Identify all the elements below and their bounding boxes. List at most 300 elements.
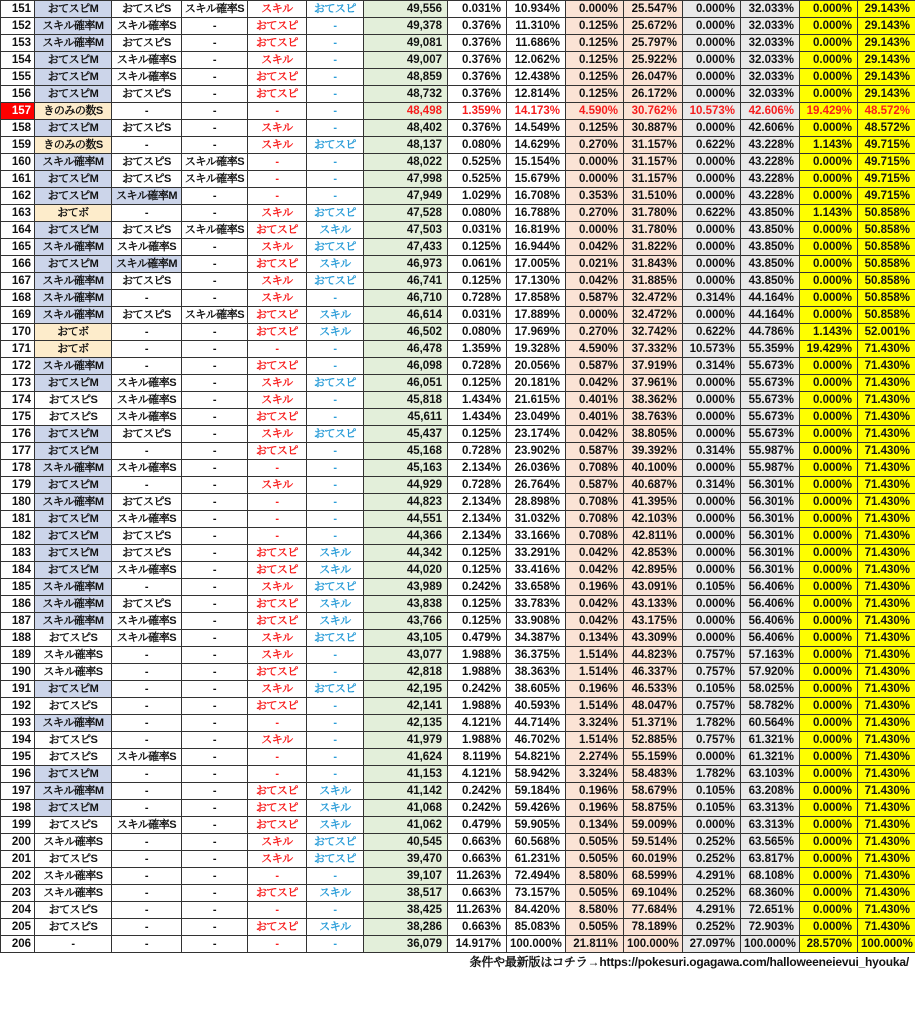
skill-cell: おてスピS: [112, 307, 182, 324]
subskill-red-cell: スキル: [248, 630, 307, 647]
skill-cell: スキル確率S: [35, 885, 112, 902]
skill-cell: -: [182, 868, 248, 885]
table-row: [1, 766, 915, 783]
skill-cell: -: [182, 120, 248, 137]
percent-cell: 0.000%: [566, 222, 624, 239]
percent-cell: 40.687%: [624, 477, 683, 494]
subskill-blue-cell: おてスピ: [307, 579, 364, 596]
skill-cell: おてスピM: [35, 86, 112, 103]
percent-cell: 0.000%: [800, 494, 858, 511]
percent-cell: 31.157%: [624, 137, 683, 154]
skill-cell: スキル確率S: [112, 69, 182, 86]
percent-cell: 0.505%: [566, 851, 624, 868]
skill-cell: スキル確率M: [35, 460, 112, 477]
subskill-red-cell: スキル: [248, 834, 307, 851]
skill-cell: -: [182, 528, 248, 545]
percent-cell: 0.000%: [800, 749, 858, 766]
percent-cell: 0.105%: [683, 681, 741, 698]
percent-cell: 0.042%: [566, 426, 624, 443]
skill-cell: -: [182, 800, 248, 817]
percent-cell: 29.143%: [858, 35, 915, 52]
percent-cell: 71.430%: [858, 596, 915, 613]
skill-cell: -: [112, 358, 182, 375]
row-number-cell: 155: [1, 69, 35, 86]
row-number-cell: 189: [1, 647, 35, 664]
row-number-cell: 167: [1, 273, 35, 290]
percent-cell: 10.573%: [683, 341, 741, 358]
skill-cell: おてスピS: [35, 409, 112, 426]
count-cell: 41,979: [364, 732, 448, 749]
table-row: [1, 511, 915, 528]
subskill-red-cell: おてスピ: [248, 817, 307, 834]
percent-cell: 58.875%: [624, 800, 683, 817]
table-row: [1, 715, 915, 732]
percent-cell: 0.505%: [566, 885, 624, 902]
skill-cell: -: [182, 613, 248, 630]
count-cell: 44,342: [364, 545, 448, 562]
percent-cell: 3.324%: [566, 715, 624, 732]
skill-cell: -: [182, 477, 248, 494]
subskill-red-cell: スキル: [248, 851, 307, 868]
percent-cell: 0.663%: [448, 919, 507, 936]
row-number-cell: 156: [1, 86, 35, 103]
row-number-cell: 152: [1, 18, 35, 35]
percent-cell: 21.811%: [566, 936, 624, 953]
percent-cell: 1.988%: [448, 732, 507, 749]
percent-cell: 0.196%: [566, 800, 624, 817]
percent-cell: 0.000%: [800, 477, 858, 494]
percent-cell: 63.817%: [741, 851, 800, 868]
percent-cell: 71.430%: [858, 715, 915, 732]
percent-cell: 0.196%: [566, 681, 624, 698]
skill-cell: -: [112, 664, 182, 681]
percent-cell: 0.000%: [800, 630, 858, 647]
count-cell: 45,437: [364, 426, 448, 443]
percent-cell: 0.000%: [683, 69, 741, 86]
count-cell: 46,502: [364, 324, 448, 341]
percent-cell: 11.263%: [448, 868, 507, 885]
percent-cell: 4.590%: [566, 103, 624, 120]
subskill-red-cell: -: [248, 188, 307, 205]
skill-cell: -: [182, 409, 248, 426]
percent-cell: 0.196%: [566, 579, 624, 596]
footer-link[interactable]: 条件や最新版はコチラ→https://pokesuri.ogagawa.com/halloweeneievui_hyouka/: [469, 955, 909, 969]
table-row: [1, 273, 915, 290]
subskill-red-cell: -: [248, 494, 307, 511]
skill-cell: スキル確率M: [112, 256, 182, 273]
percent-cell: 71.430%: [858, 681, 915, 698]
skill-cell: -: [182, 647, 248, 664]
percent-cell: 4.121%: [448, 715, 507, 732]
percent-cell: 16.708%: [507, 188, 566, 205]
percent-cell: 100.000%: [507, 936, 566, 953]
subskill-red-cell: -: [248, 936, 307, 953]
row-number-cell: 190: [1, 664, 35, 681]
percent-cell: 0.000%: [683, 222, 741, 239]
percent-cell: 0.000%: [683, 817, 741, 834]
table-row: [1, 477, 915, 494]
subskill-blue-cell: -: [307, 511, 364, 528]
subskill-blue-cell: スキル: [307, 545, 364, 562]
percent-cell: 0.000%: [683, 375, 741, 392]
percent-cell: 1.514%: [566, 732, 624, 749]
percent-cell: 57.920%: [741, 664, 800, 681]
subskill-red-cell: -: [248, 766, 307, 783]
percent-cell: 0.000%: [683, 86, 741, 103]
percent-cell: 0.314%: [683, 443, 741, 460]
percent-cell: 14.917%: [448, 936, 507, 953]
percent-cell: 52.885%: [624, 732, 683, 749]
subskill-red-cell: -: [248, 103, 307, 120]
subskill-blue-cell: -: [307, 494, 364, 511]
percent-cell: 0.031%: [448, 307, 507, 324]
footer: [0, 953, 915, 969]
row-number-cell: 200: [1, 834, 35, 851]
subskill-red-cell: -: [248, 868, 307, 885]
count-cell: 39,470: [364, 851, 448, 868]
table-row: [1, 749, 915, 766]
row-number-cell: 173: [1, 375, 35, 392]
percent-cell: 29.143%: [858, 69, 915, 86]
percent-cell: 56.301%: [741, 494, 800, 511]
subskill-blue-cell: -: [307, 392, 364, 409]
skill-cell: スキル確率S: [112, 562, 182, 579]
percent-cell: 0.479%: [448, 630, 507, 647]
skill-cell: スキル確率S: [112, 18, 182, 35]
skill-cell: おてスピS: [112, 545, 182, 562]
skill-cell: -: [182, 188, 248, 205]
skill-cell: スキル確率S: [112, 817, 182, 834]
percent-cell: 56.406%: [741, 630, 800, 647]
percent-cell: 26.036%: [507, 460, 566, 477]
skill-cell: -: [112, 766, 182, 783]
subskill-red-cell: スキル: [248, 290, 307, 307]
skill-cell: -: [182, 375, 248, 392]
percent-cell: 43.091%: [624, 579, 683, 596]
percent-cell: 23.049%: [507, 409, 566, 426]
percent-cell: 56.406%: [741, 596, 800, 613]
percent-cell: 0.587%: [566, 290, 624, 307]
subskill-blue-cell: -: [307, 528, 364, 545]
percent-cell: 0.728%: [448, 290, 507, 307]
percent-cell: 0.587%: [566, 477, 624, 494]
subskill-blue-cell: -: [307, 341, 364, 358]
percent-cell: 56.406%: [741, 579, 800, 596]
subskill-blue-cell: -: [307, 902, 364, 919]
percent-cell: 71.430%: [858, 732, 915, 749]
percent-cell: 0.000%: [683, 188, 741, 205]
skill-cell: -: [112, 103, 182, 120]
subskill-blue-cell: -: [307, 868, 364, 885]
percent-cell: 0.270%: [566, 324, 624, 341]
row-number-cell: 202: [1, 868, 35, 885]
row-number-cell: 182: [1, 528, 35, 545]
percent-cell: 0.000%: [683, 409, 741, 426]
percent-cell: 0.125%: [566, 52, 624, 69]
subskill-blue-cell: -: [307, 358, 364, 375]
skill-cell: -: [182, 239, 248, 256]
percent-cell: 38.805%: [624, 426, 683, 443]
percent-cell: 0.000%: [800, 868, 858, 885]
table-row: [1, 171, 915, 188]
skill-cell: スキル確率M: [35, 783, 112, 800]
subskill-red-cell: スキル: [248, 120, 307, 137]
percent-cell: 0.622%: [683, 205, 741, 222]
percent-cell: 71.430%: [858, 647, 915, 664]
percent-cell: 61.321%: [741, 732, 800, 749]
skill-cell: おてスピS: [35, 902, 112, 919]
percent-cell: 20.056%: [507, 358, 566, 375]
percent-cell: 36.375%: [507, 647, 566, 664]
percent-cell: 71.430%: [858, 885, 915, 902]
skill-cell: -: [112, 341, 182, 358]
skill-cell: -: [182, 341, 248, 358]
percent-cell: 10.573%: [683, 103, 741, 120]
percent-cell: 58.483%: [624, 766, 683, 783]
skill-cell: -: [182, 698, 248, 715]
skill-cell: -: [112, 715, 182, 732]
table-body: [1, 1, 915, 953]
table-row: [1, 681, 915, 698]
table-row: [1, 579, 915, 596]
subskill-blue-cell: -: [307, 936, 364, 953]
percent-cell: 63.313%: [741, 800, 800, 817]
percent-cell: 49.715%: [858, 154, 915, 171]
row-number-cell: 183: [1, 545, 35, 562]
skill-cell: おてスピS: [112, 596, 182, 613]
percent-cell: 60.019%: [624, 851, 683, 868]
row-number-cell: 197: [1, 783, 35, 800]
skill-cell: -: [182, 52, 248, 69]
skill-cell: -: [182, 103, 248, 120]
percent-cell: 32.033%: [741, 1, 800, 18]
percent-cell: 44.823%: [624, 647, 683, 664]
percent-cell: 0.000%: [683, 596, 741, 613]
percent-cell: 44.786%: [741, 324, 800, 341]
skill-cell: -: [112, 579, 182, 596]
percent-cell: 0.000%: [800, 596, 858, 613]
skill-cell: -: [182, 664, 248, 681]
percent-cell: 0.000%: [800, 613, 858, 630]
percent-cell: 0.125%: [448, 239, 507, 256]
skill-cell: おてスピS: [35, 749, 112, 766]
percent-cell: 71.430%: [858, 851, 915, 868]
percent-cell: 0.376%: [448, 120, 507, 137]
skill-cell: おてスピM: [35, 681, 112, 698]
skill-cell: おてスピS: [35, 630, 112, 647]
subskill-blue-cell: -: [307, 35, 364, 52]
percent-cell: 31.032%: [507, 511, 566, 528]
skill-cell: -: [182, 545, 248, 562]
subskill-blue-cell: スキル: [307, 256, 364, 273]
percent-cell: 1.434%: [448, 409, 507, 426]
percent-cell: 58.025%: [741, 681, 800, 698]
percent-cell: 46.702%: [507, 732, 566, 749]
percent-cell: 0.000%: [683, 613, 741, 630]
subskill-red-cell: おてスピ: [248, 324, 307, 341]
skill-cell: スキル確率S: [182, 154, 248, 171]
percent-cell: 63.565%: [741, 834, 800, 851]
percent-cell: 0.000%: [800, 188, 858, 205]
skill-cell: スキル確率S: [35, 834, 112, 851]
subskill-blue-cell: -: [307, 664, 364, 681]
skill-cell: スキル確率S: [112, 392, 182, 409]
count-cell: 45,611: [364, 409, 448, 426]
table-row: [1, 647, 915, 664]
skill-cell: おてスピS: [112, 171, 182, 188]
percent-cell: 0.000%: [800, 511, 858, 528]
percent-cell: 26.764%: [507, 477, 566, 494]
subskill-red-cell: -: [248, 902, 307, 919]
skill-cell: -: [182, 936, 248, 953]
count-cell: 44,929: [364, 477, 448, 494]
skill-cell: おてボ: [35, 341, 112, 358]
skill-cell: おてボ: [35, 324, 112, 341]
percent-cell: 0.125%: [448, 562, 507, 579]
skill-cell: -: [112, 137, 182, 154]
table-row: [1, 817, 915, 834]
percent-cell: 25.797%: [624, 35, 683, 52]
count-cell: 41,624: [364, 749, 448, 766]
percent-cell: 0.708%: [566, 460, 624, 477]
percent-cell: 0.000%: [800, 239, 858, 256]
percent-cell: 69.104%: [624, 885, 683, 902]
skill-cell: -: [112, 698, 182, 715]
subskill-red-cell: スキル: [248, 732, 307, 749]
row-number-cell: 163: [1, 205, 35, 222]
row-number-cell: 188: [1, 630, 35, 647]
percent-cell: 42.853%: [624, 545, 683, 562]
table-row: [1, 902, 915, 919]
skill-cell: おてスピM: [35, 800, 112, 817]
percent-cell: 0.000%: [683, 307, 741, 324]
count-cell: 41,153: [364, 766, 448, 783]
table-row: [1, 919, 915, 936]
subskill-blue-cell: -: [307, 698, 364, 715]
subskill-blue-cell: -: [307, 18, 364, 35]
skill-cell: スキル確率S: [112, 375, 182, 392]
subskill-blue-cell: おてスピ: [307, 375, 364, 392]
percent-cell: 49.715%: [858, 137, 915, 154]
skill-cell: スキル確率M: [35, 239, 112, 256]
percent-cell: 71.430%: [858, 749, 915, 766]
percent-cell: 0.000%: [800, 290, 858, 307]
subskill-blue-cell: -: [307, 103, 364, 120]
skill-cell: おてスピM: [35, 1, 112, 18]
percent-cell: 0.125%: [448, 375, 507, 392]
row-number-cell: 198: [1, 800, 35, 817]
table-row: [1, 1, 915, 18]
subskill-blue-cell: -: [307, 732, 364, 749]
skill-cell: -: [112, 324, 182, 341]
percent-cell: 68.360%: [741, 885, 800, 902]
subskill-blue-cell: おてスピ: [307, 239, 364, 256]
table-row: [1, 375, 915, 392]
count-cell: 46,478: [364, 341, 448, 358]
percent-cell: 10.934%: [507, 1, 566, 18]
table-row: [1, 494, 915, 511]
row-number-cell: 171: [1, 341, 35, 358]
subskill-red-cell: スキル: [248, 392, 307, 409]
percent-cell: 0.000%: [683, 749, 741, 766]
skill-cell: -: [112, 477, 182, 494]
percent-cell: 63.103%: [741, 766, 800, 783]
percent-cell: 49.715%: [858, 171, 915, 188]
percent-cell: 100.000%: [741, 936, 800, 953]
skill-cell: おてスピS: [112, 528, 182, 545]
percent-cell: 71.430%: [858, 358, 915, 375]
table-row: [1, 460, 915, 477]
percent-cell: 1.143%: [800, 324, 858, 341]
percent-cell: 38.363%: [507, 664, 566, 681]
percent-cell: 28.898%: [507, 494, 566, 511]
skill-cell: -: [112, 783, 182, 800]
subskill-blue-cell: スキル: [307, 800, 364, 817]
skill-cell: おてスピS: [112, 86, 182, 103]
percent-cell: 0.000%: [800, 18, 858, 35]
row-number-cell: 161: [1, 171, 35, 188]
skill-cell: -: [112, 290, 182, 307]
percent-cell: 44.164%: [741, 290, 800, 307]
percent-cell: 1.514%: [566, 647, 624, 664]
table-row: [1, 698, 915, 715]
percent-cell: 0.000%: [800, 664, 858, 681]
count-cell: 48,732: [364, 86, 448, 103]
table-row: [1, 103, 915, 120]
subskill-blue-cell: -: [307, 766, 364, 783]
percent-cell: 14.629%: [507, 137, 566, 154]
row-number-cell: 194: [1, 732, 35, 749]
percent-cell: 43.309%: [624, 630, 683, 647]
percent-cell: 0.125%: [566, 120, 624, 137]
skill-cell: おてスピM: [35, 256, 112, 273]
percent-cell: 4.291%: [683, 902, 741, 919]
percent-cell: 23.174%: [507, 426, 566, 443]
subskill-blue-cell: スキル: [307, 562, 364, 579]
percent-cell: 0.000%: [683, 239, 741, 256]
row-number-cell: 174: [1, 392, 35, 409]
skill-cell: -: [112, 936, 182, 953]
skill-cell: -: [112, 800, 182, 817]
percent-cell: 42.811%: [624, 528, 683, 545]
skill-cell: おてスピS: [35, 732, 112, 749]
percent-cell: 0.000%: [683, 511, 741, 528]
percent-cell: 0.042%: [566, 239, 624, 256]
skill-cell: -: [182, 426, 248, 443]
table-row: [1, 358, 915, 375]
skill-cell: -: [182, 579, 248, 596]
percent-cell: 17.889%: [507, 307, 566, 324]
percent-cell: 0.000%: [800, 120, 858, 137]
count-cell: 42,195: [364, 681, 448, 698]
percent-cell: 0.622%: [683, 137, 741, 154]
count-cell: 48,022: [364, 154, 448, 171]
percent-cell: 43.228%: [741, 154, 800, 171]
subskill-red-cell: おてスピ: [248, 256, 307, 273]
percent-cell: 0.061%: [448, 256, 507, 273]
subskill-red-cell: スキル: [248, 579, 307, 596]
row-number-cell: 178: [1, 460, 35, 477]
table-row: [1, 69, 915, 86]
row-number-cell: 191: [1, 681, 35, 698]
percent-cell: 1.434%: [448, 392, 507, 409]
percent-cell: 0.525%: [448, 154, 507, 171]
percent-cell: 0.125%: [448, 545, 507, 562]
percent-cell: 0.134%: [566, 817, 624, 834]
percent-cell: 0.000%: [800, 409, 858, 426]
subskill-blue-cell: -: [307, 188, 364, 205]
row-number-cell: 185: [1, 579, 35, 596]
